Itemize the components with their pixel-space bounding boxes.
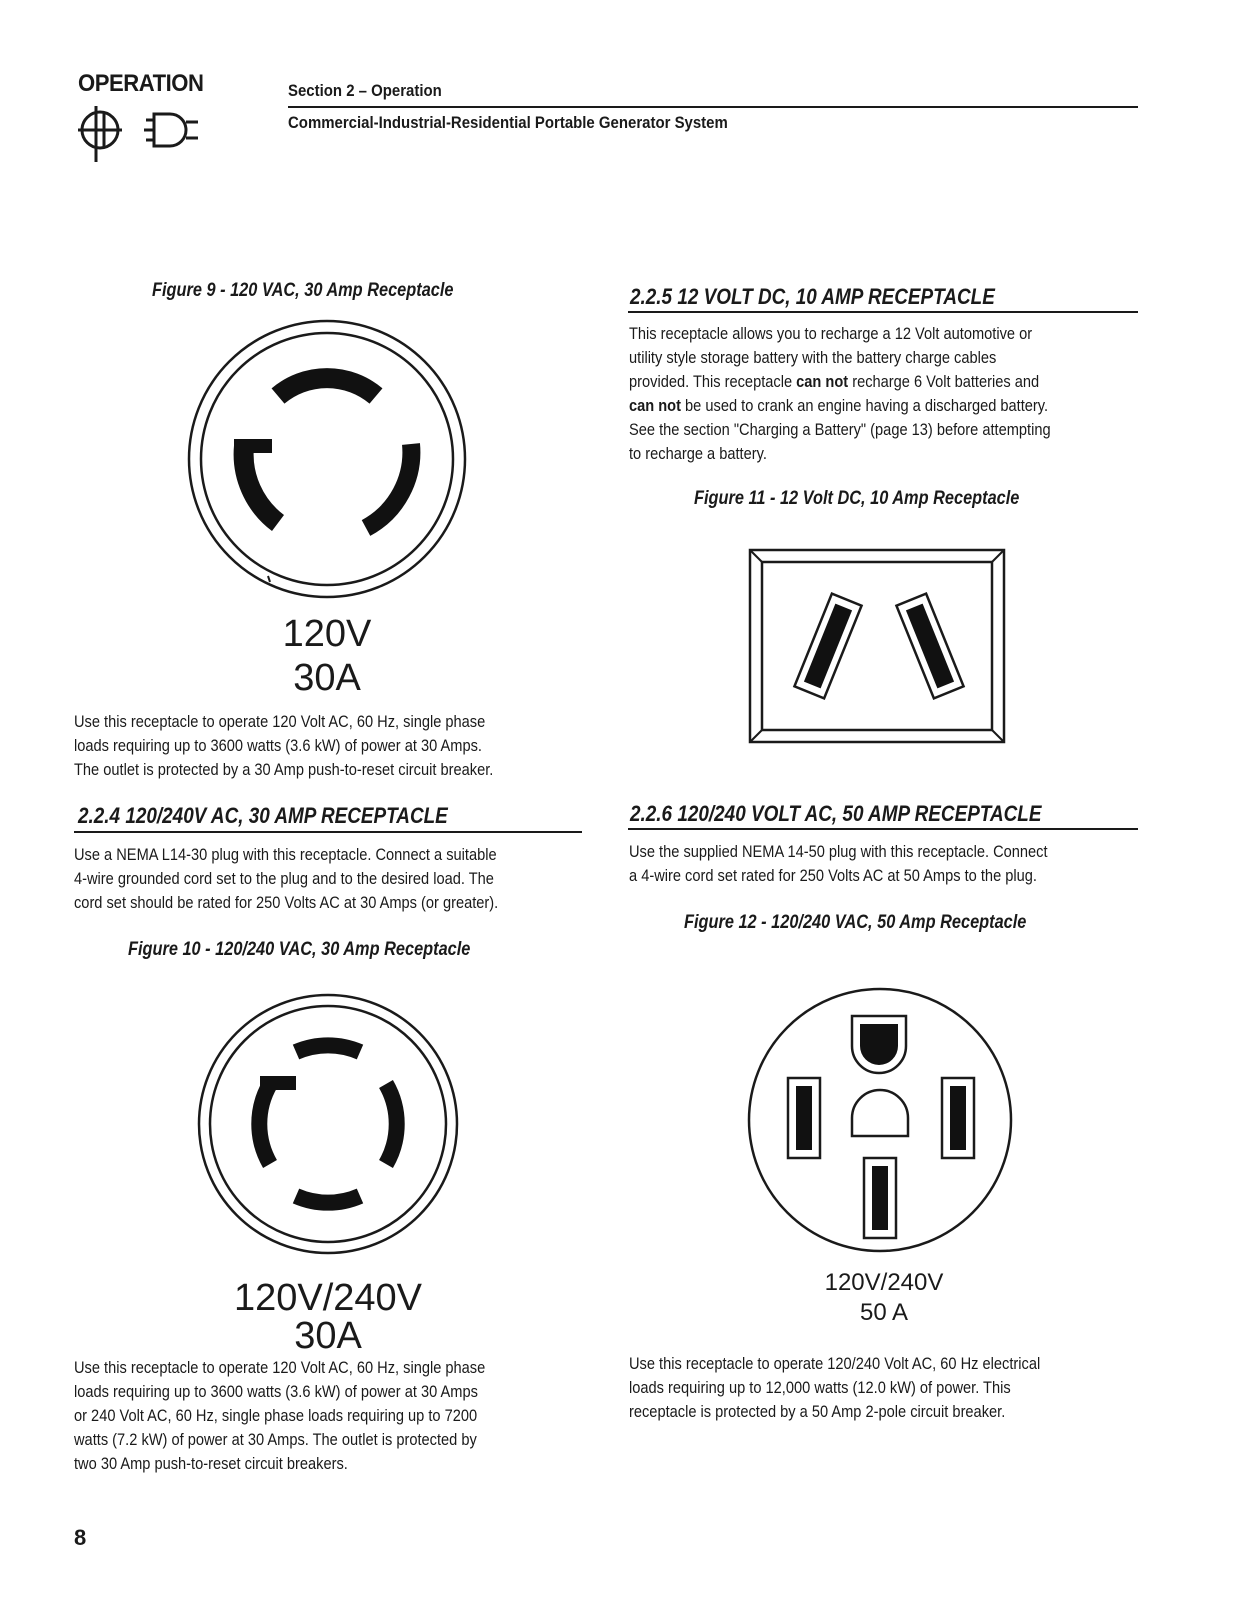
figure-9-caption: Figure 9 - 120 VAC, 30 Amp Receptacle	[152, 280, 454, 301]
figure-10-rating-voltage: 120V/240V	[233, 1277, 423, 1319]
plug-socket-icon	[74, 102, 204, 164]
text-line: utility style storage battery with the battery charge cables	[629, 348, 997, 367]
text-line: watts (7.2 kW) of power at 30 Amps. The outlet is protected by	[74, 1430, 477, 1449]
section-2-2-6-text	[629, 840, 1139, 888]
heading-rule	[628, 828, 1138, 830]
text-line: Use this receptacle to operate 120 Volt AC, 60 Hz, single phase	[74, 712, 486, 731]
text-line: loads requiring up to 3600 watts (3.6 kW) of power at 30 Amps.	[74, 736, 482, 755]
text-run: be used to crank an engine having a discharged battery.	[680, 396, 1049, 415]
text-run: recharge 6 Volt batteries and	[848, 372, 1040, 391]
section-2-2-5-text	[629, 322, 1139, 466]
text-line: 4-wire grounded cord set to the plug and to the desired load. The	[74, 869, 494, 888]
figure-12-caption: Figure 12 - 120/240 VAC, 50 Amp Receptacle	[684, 912, 1027, 933]
section-subtitle: Commercial-Industrial-Residential Portable Generator System	[288, 113, 728, 132]
text-line: Use the supplied NEMA 14-50 plug with this receptacle. Connect	[629, 842, 1048, 861]
figure-9-rating-amps: 30A	[293, 657, 361, 699]
figure-11-receptacle-diagram	[748, 548, 1006, 744]
section-2-2-4-text	[74, 843, 582, 915]
text-line: cord set should be rated for 250 Volts AC at 30 Amps (or greater).	[74, 893, 499, 912]
emphasis-can-not: can not	[629, 396, 681, 415]
figure-10-description	[74, 1356, 582, 1476]
section-title: Section 2 – Operation	[288, 81, 442, 100]
figure-10-rating-amps: 30A	[294, 1315, 362, 1357]
text-run: provided. This receptacle	[629, 372, 797, 391]
figure-12-rating-amps: 50 A	[859, 1299, 909, 1326]
figure-10-receptacle-diagram	[196, 992, 460, 1256]
text-line: See the section "Charging a Battery" (page 13) before attempting	[629, 420, 1051, 439]
text-line: The outlet is protected by a 30 Amp push-to-reset circuit breaker.	[74, 760, 494, 779]
figure-9-rating-voltage: 120V	[282, 613, 372, 655]
text-line: two 30 Amp push-to-reset circuit breakers.	[74, 1454, 348, 1473]
text-line: Use this receptacle to operate 120 Volt AC, 60 Hz, single phase	[74, 1358, 486, 1377]
figure-10-caption: Figure 10 - 120/240 VAC, 30 Amp Receptacle	[128, 939, 471, 960]
heading-rule	[628, 311, 1138, 313]
heading-2-2-5: 2.2.5 12 VOLT DC, 10 AMP RECEPTACLE	[630, 284, 995, 309]
figure-9-receptacle-diagram	[186, 318, 468, 600]
heading-2-2-4: 2.2.4 120/240V AC, 30 AMP RECEPTACLE	[78, 803, 448, 828]
text-line: loads requiring up to 3600 watts (3.6 kW) of power at 30 Amps	[74, 1382, 478, 1401]
text-line	[629, 370, 1068, 394]
heading-rule	[74, 831, 582, 833]
text-line: Use a NEMA L14-30 plug with this receptacle. Connect a suitable	[74, 845, 497, 864]
text-line: loads requiring up to 12,000 watts (12.0 kW) of power. This	[629, 1378, 1011, 1397]
operation-label: OPERATION	[78, 70, 204, 97]
text-line	[629, 394, 1068, 418]
text-line: Use this receptacle to operate 120/240 Volt AC, 60 Hz electrical	[629, 1354, 1041, 1373]
figure-12-receptacle-diagram	[746, 986, 1014, 1254]
operation-icons	[74, 102, 204, 169]
page-number: 8	[74, 1525, 87, 1550]
emphasis-can-not: can not	[796, 372, 849, 391]
text-line: or 240 Volt AC, 60 Hz, single phase loads requiring up to 7200	[74, 1406, 478, 1425]
text-line: receptacle is protected by a 50 Amp 2-pole circuit breaker.	[629, 1402, 1006, 1421]
text-line: to recharge a battery.	[629, 444, 767, 463]
heading-2-2-6: 2.2.6 120/240 VOLT AC, 50 AMP RECEPTACLE	[630, 801, 1042, 826]
text-line: This receptacle allows you to recharge a 12 Volt automotive or	[629, 324, 1033, 343]
figure-12-description	[629, 1352, 1139, 1424]
figure-9-description	[74, 710, 582, 782]
header-rule	[288, 106, 1138, 108]
figure-12-rating-voltage: 120V/240V	[824, 1269, 944, 1296]
text-line: a 4-wire cord set rated for 250 Volts AC at 50 Amps to the plug.	[629, 866, 1037, 885]
figure-11-caption: Figure 11 - 12 Volt DC, 10 Amp Receptacle	[694, 488, 1020, 509]
